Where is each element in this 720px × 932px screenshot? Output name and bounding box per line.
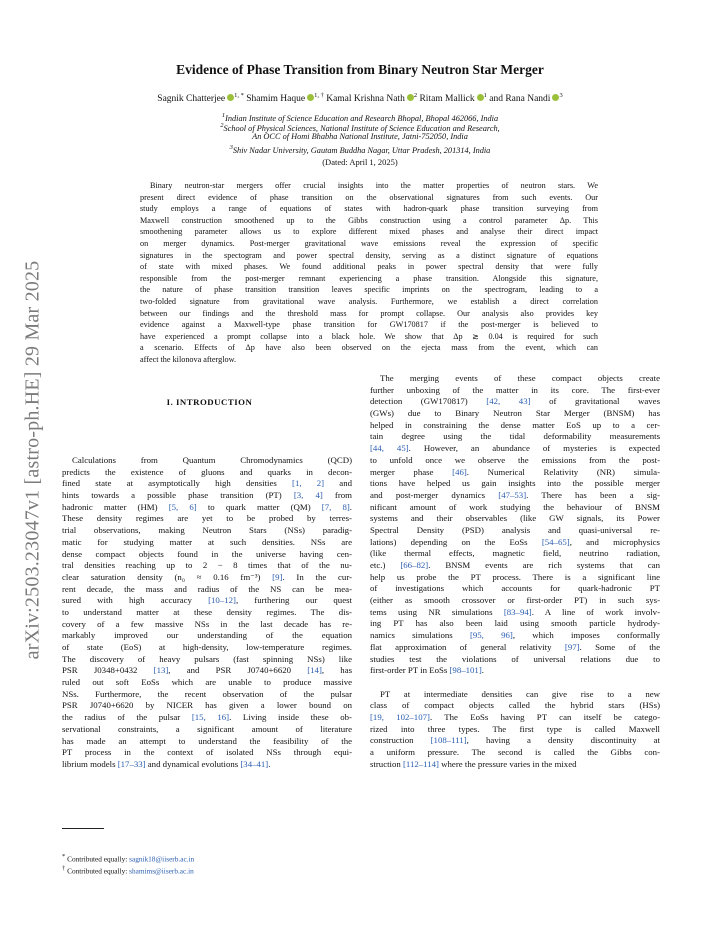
affiliation-3: $^3$Shiv Nadar University, Gautam Buddha Nagar, Uttar Pradesh, 201314, India [229,144,491,155]
author-list [0,92,720,104]
abstract-line: Maxwell construction smoothened up to the Gibbs construction using a control parameter Δp. This [140,215,598,225]
abstract-line: responsible from the post-merger remnant experiencing a phase transition. Alongside this signature, [140,273,598,283]
paper-title: Evidence of Phase Transition from Binary Neutron Star Merger [176,62,544,77]
text-line: dense compact objects found in the universe having cen- [62,548,352,559]
author-affiliation-marker: 2 [413,92,418,99]
abstract-line: the nature of phase transition transition leaves specific imprints on the spectrogram, leading to a [140,285,598,295]
text-line: librium models [17–33] and dynamical evolutions [34–41]. [62,758,271,769]
abstract-line: evidence against a Maxwell-type phase transition for GW170817 if the post-merger is believed to [140,320,598,330]
text-line: PSR J0348+0432 [13], and PSR J0740+6620 [14], has [62,665,353,676]
email-link[interactable]: sagnik18@iiserb.ac.in [129,854,195,864]
email-link[interactable]: shamims@iiserb.ac.in [129,866,194,876]
text-line: to understand matter at these density regimes. The dis- [62,606,352,617]
text-line: Spectral Density (PSD) analysis and quasi-universal re- [370,524,660,535]
text-line: (either as smooth crossover or first-order PT) in such sys- [370,595,660,606]
text-line: flat approximation of general relativity [97]. Some of the [370,641,660,652]
section-heading-introduction: I. INTRODUCTION [166,397,253,407]
text-line: tions have helped us gain insights into the possible merger [370,478,660,489]
text-line: nificant amount of work studying the behaviour of BNSM [370,501,660,512]
text-line: class of compact objects called the hybrid stars (HSs) [370,700,660,711]
text-line: rized into three types. The first type is called Maxwell [370,723,660,734]
abstract-line: of state with mixed phases. We found additional peaks in power spectral density that were fully [140,262,598,272]
author-conjunction: and [489,94,503,105]
text-line: The discovery of heavy pulsars (fast spinning NSs) like [62,653,352,664]
text-line: ruled out soft EoSs which are unable to produce massive [62,677,352,688]
text-line: tems using NR simulations [83–94]. A line of work involv- [370,606,661,617]
author-name: Shamim Haque [246,94,306,105]
text-line: detection (GW170817) [42, 43] of gravitational waves [370,396,661,407]
text-line: ing PT has also been laid using smooth particle hydrody- [370,618,660,629]
text-line: of state (EoS) at high-density, low-temperature regimes. [62,642,352,652]
text-line: hadronic matter (HM) [5, 6] to quark matter (QM) [7, 8]. [62,501,352,512]
date-line: (Dated: April 1, 2025) [322,157,398,167]
text-line: predicts the existence of gluons and quarks in decon- [62,466,352,477]
abstract-line: present direct evidence of phase transition on the observational signatures from such events. Our [140,192,598,202]
text-line: (GWs) due to Binary Neutron Star Merger (BNSM) has [370,408,660,419]
text-line: first-order PT in EoSs [98–101]. [370,665,484,676]
text-line: markably improved our understanding of the equation [62,630,352,641]
arxiv-identifier: arXiv:2503.23047v1 [astro-ph.HE] 29 Mar 2025 [21,260,44,660]
footnote-1: * Contributed equally: sagnik18@iiserb.ac.in [62,853,195,864]
text-line: has made an attempt to understand the feasibility of the [62,735,352,746]
text-line: PSR J0740+6620 by NICER has given a lower bound on [62,700,352,711]
text-line: further unboxing of the matter in its core. The first-ever [370,384,660,395]
text-line: clear saturation density (n₀ ≈ 0.16 fm⁻³) [9]. In the cur- [62,571,353,582]
text-line: [44, 45]. However, an abundance of mysteries is expected [370,443,660,454]
left-column-text [62,455,352,771]
text-line: struction [112–114] where the pressure varies in the mixed [370,758,577,769]
author-name: Kamal Krishna Nath [326,94,405,105]
text-line: etc.) [66–82]. BNSM events are rich systems that can [370,560,660,570]
text-line: the radius of the pulsar [15, 16]. Living inside these ob- [62,712,352,723]
abstract-line: affect the kilonova afterglow. [140,354,237,364]
text-line: help us probe the PT process. There is a significant line [370,571,660,582]
text-line: hints towards a possible phase transition (PT) [3, 4] from [62,490,352,501]
affiliation-1: $^1$Indian Institute of Science Education and Research Bhopal, Bhopal 462066, India [221,112,499,123]
text-line: lations) depending on the EoSs [54–65], and microphysics [370,536,660,547]
abstract-line: have experienced a prompt collapse into a black hole. We show that Δp ≳ 0.04 is required for such [140,331,598,341]
orcid-icon[interactable] [407,94,414,101]
text-line: merger phase [46]. Numerical Relativity (NR) simula- [370,466,660,477]
abstract-line: signatures in the spectogram and power spectral density, serving as a distinct signature of equations [140,250,598,260]
text-line: namics simulations [95, 96], which imposes conformally [370,630,660,641]
text-line: helped in constraining the dense matter EoS up to a cer- [370,419,660,430]
text-line: and post-merger dynamics [47–53]. There has been a sig- [370,489,660,500]
text-line: These density regimes are yet to be probed by terres- [62,513,352,524]
footnote-2: † Contributed equally: shamims@iiserb.ac.in [62,865,194,876]
abstract-line: two-folded signature from gravitational wave analysis. Furthermore, we establish a direct correlation [140,296,598,306]
text-line: [19, 102–107]. The EoSs having PT can itself be catego- [370,711,661,722]
text-line: construction [108–111], having a density discontinuity at [370,735,661,746]
abstract-line: on merger dynamics. Post-merger gravitational wave emissions reveal the expression of specific [140,238,598,248]
text-line: servational constraints, a significant amount of literature [62,723,352,734]
text-line: systems and their observables (like GW signals, its Power [370,513,660,524]
affiliation-2: $^2$School of Physical Sciences, National Institute of Science Education and Research, [220,122,500,133]
author-affiliation-marker: 1 [483,92,487,99]
affiliation-2-cont: An OCC of Homi Bhabha National Institute, Jatni-752050, India [252,132,468,141]
text-line: matic for studying matter at such densities. NSs are [62,536,352,547]
abstract-line: smoothening parameter allows us to explore different mixed phases and analyse their direct impact [140,227,598,237]
text-line: tral densities reaching up to 2 − 8 times that of the nu- [62,560,352,571]
orcid-icon[interactable] [477,94,484,101]
text-line: trial observations, making Neutron Stars (NSs) paradig- [62,525,352,536]
arxiv-sidebar-stamp [10,225,56,695]
text-line: studies test the violations of universal relations due to [370,653,660,664]
abstract-line: Binary neutron-star mergers offer crucial insights into the matter properties of neutron stars. We [150,181,598,190]
abstract-line: a scenario. Effects of Δp have also been observed on the ejecta mass from the event, which can [140,343,598,353]
text-line: NSs. Furthermore, the recent observation of the pulsar [62,688,352,699]
text-line: rent decade, the mass and radius of the NS can be mea- [62,583,352,594]
abstract-line: study employs a range of equations of states with hadron-quark phase transition surveying from [140,204,598,214]
text-line: of investigations which accounts for quark-hadronic PT [370,583,660,594]
author-name: Sagnik Chatterjee [157,94,226,105]
text-line: a uniform pressure. The second is called the Gibbs con- [370,747,660,757]
text-line: PT process in the context of isolated NSs through equi- [62,747,352,758]
author-affiliation-marker: 1, † [314,92,324,99]
abstract [140,180,598,366]
abstract-line: between our findings and the threshold mass for prompt collapse. Our analysis also provides key [140,308,598,318]
text-line: tain degree using the tidal deformability measurements [370,431,660,442]
text-line: The merging events of these compact objects create [380,373,660,383]
author-name: Rana Nandi [505,94,551,105]
text-line: covery of a few massive NSs in the last decade has re- [62,618,352,629]
text-line: sured with high accuracy [10–12], furthering our quest [62,595,352,606]
author-affiliation-marker: 1, * [234,92,244,99]
text-line: (like thermal effects, magnetic field, neutrino radiation, [370,548,660,559]
text-line: fined state at asymptotically high densities [1, 2] and [62,478,352,489]
footnote-rule [62,828,104,829]
author-affiliation-marker: 3 [559,92,563,99]
author-name: Ritam Mallick [419,94,475,105]
text-line: PT at intermediate densities can give rise to a new [380,688,660,699]
text-line: Calculations from Quantum Chromodynamics (QCD) [72,455,352,465]
text-line: to unfold once we observe the emissions from the post- [370,454,660,465]
right-column-text [370,373,660,770]
